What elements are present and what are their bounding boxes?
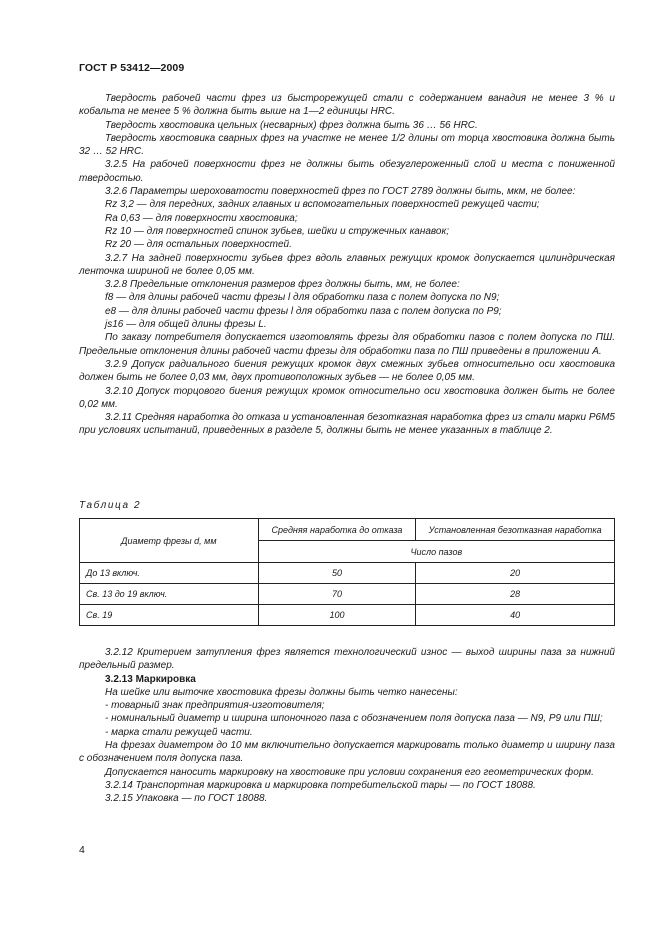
list-item: - марка стали режущей части. [105, 726, 253, 738]
paragraph: e8 — для длины рабочей части фрезы l для обработки паза с полем допуска по P9; [105, 305, 502, 317]
paragraph: 3.2.5 На рабочей поверхности фрез не должны быть обезуглероженный слой и места с пониженной твердостью. [79, 159, 615, 184]
paragraph: 3.2.8 Предельные отклонения размеров фрез должны быть, мм, не более: [105, 279, 460, 291]
list-item: - номинальный диаметр и ширина шпоночного паза с обозначением поля допуска паза — N9, P9 или ПШ; [105, 713, 603, 725]
cell-guaranteed: 40 [416, 605, 615, 626]
paragraph: Rz 3,2 — для передних, задних главных и вспомогательных поверхностей режущей части; [105, 199, 540, 211]
paragraph: js16 — для общей длины фрезы L. [105, 319, 267, 331]
cell-diameter: Св. 19 [80, 605, 259, 626]
document-header: ГОСТ Р 53412—2009 [79, 62, 185, 74]
column-header-mean: Средняя наработка до отказа [258, 519, 416, 541]
paragraph: Твердость хвостовика сварных фрез на участке не менее 1/2 длины от торца хвостовика должна быть 32 … 52 HRC. [79, 132, 615, 158]
cell-mean: 70 [258, 584, 416, 605]
paragraph: Rz 10 — для поверхностей спинок зубьев, шейки и стружечных канавок; [105, 225, 449, 237]
column-header-diameter: Диаметр фрезы d, мм [80, 519, 259, 563]
section-heading-marking: 3.2.13 Маркировка [105, 673, 196, 685]
table-row [80, 605, 615, 626]
cell-diameter: До 13 включ. [80, 563, 259, 584]
paragraph: Ra 0,63 — для поверхности хвостовика; [105, 212, 298, 224]
paragraph: Допускается наносить маркировку на хвостовике при условии сохранения его геометрических форм. [105, 766, 594, 778]
paragraph: 3.2.12 Критерием затупления фрез является технологический износ — выход ширины паза за нижний предельный размер. [79, 647, 615, 672]
column-header-unit: Число пазов [258, 541, 614, 563]
data-table [79, 518, 615, 626]
paragraph: 3.2.15 Упаковка — по ГОСТ 18088. [105, 793, 268, 805]
table-caption: Таблица 2 [79, 500, 142, 511]
page-number: 4 [79, 844, 85, 856]
paragraph: 3.2.6 Параметры шероховатости поверхностей фрез по ГОСТ 2789 должны быть, мкм, не более: [105, 186, 576, 198]
paragraph: На фрезах диаметром до 10 мм включительно допускается маркировать только диаметр и ширину паза с обозначением поля допуска паза. [79, 740, 615, 765]
cell-guaranteed: 28 [416, 584, 615, 605]
cell-diameter: Св. 13 до 19 включ. [80, 584, 259, 605]
paragraph: Твердость рабочей части фрез из быстрорежущей стали с содержанием ванадия не менее 3 % и кобальта не менее 5 % должна быть выше на 1—2 единицы HRC. [79, 93, 615, 118]
paragraph: 3.2.11 Средняя наработка до отказа и установленная безотказная наработка фрез из стали марки Р6М5 при условиях испытаний, приведенных в разделе 5, должны быть не менее указанных в таблице 2. [79, 412, 615, 437]
list-item: - товарный знак предприятия-изготовителя; [105, 700, 325, 712]
cell-mean: 50 [258, 563, 416, 584]
paragraph: Твердость хвостовика цельных (несварных) фрез должна быть 36 … 56 HRC. [105, 119, 478, 131]
column-header-guaranteed: Установленная безотказная наработка [416, 519, 615, 541]
body-text [79, 92, 615, 438]
table-row [80, 563, 615, 584]
paragraph: 3.2.14 Транспортная маркировка и маркировка потребительской тары — по ГОСТ 18088. [105, 779, 536, 791]
paragraph: Rz 20 — для остальных поверхностей. [105, 239, 292, 251]
paragraph: 3.2.9 Допуск радиального биения режущих кромок двух смежных зубьев относительно оси хвостовика должен быть не более 0,03 мм, двух противоположных зубьев — не более 0,05 мм. [79, 358, 615, 384]
lower-text [79, 646, 615, 806]
cell-guaranteed: 20 [416, 563, 615, 584]
table-row [80, 584, 615, 605]
table-header-row [80, 519, 615, 541]
paragraph: По заказу потребителя допускается изготовлять фрезы для обработки пазов с полем допуска по ПШ. Предельные отклонения длины рабочей части фрезы для обработки паза по ПШ приведены в приложении А. [79, 332, 615, 357]
paragraph: 3.2.7 На задней поверхности зубьев фрез вдоль главных режущих кромок допускается цилиндрическая ленточка шириной не более 0,05 мм. [79, 252, 615, 277]
cell-mean: 100 [258, 605, 416, 626]
paragraph: На шейке или выточке хвостовика фрезы должны быть четко нанесены: [105, 686, 458, 698]
paragraph: f8 — для длины рабочей части фрезы l для обработки паза с полем допуска по N9; [105, 292, 500, 304]
paragraph: 3.2.10 Допуск торцового биения режущих кромок относительно оси хвостовика должен быть не более 0,02 мм. [79, 385, 615, 410]
